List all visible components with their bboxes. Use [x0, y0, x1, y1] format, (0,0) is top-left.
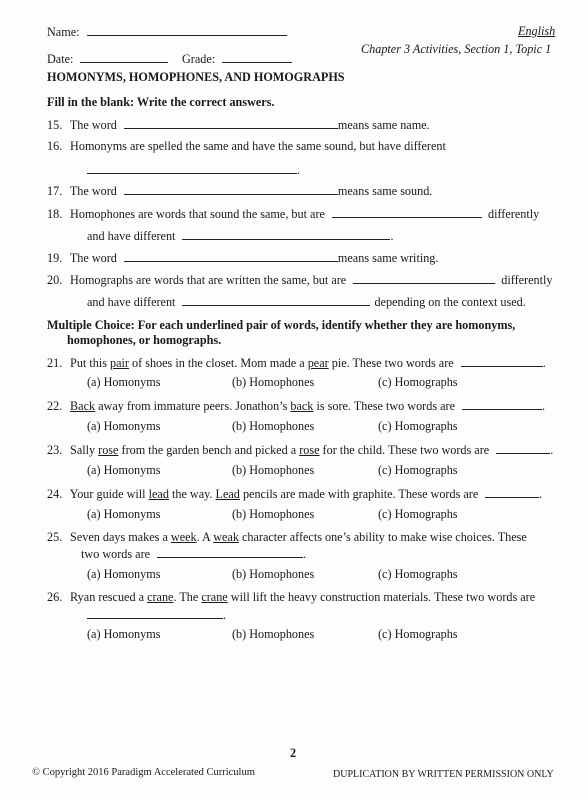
underlined-word: back	[290, 399, 314, 413]
copyright-text: © Copyright 2016 Paradigm Accelerated Curriculum	[32, 767, 255, 778]
grade-label: Grade:	[182, 52, 216, 66]
underlined-word: crane	[147, 590, 174, 604]
q23-option-a[interactable]: (a) Homonyms	[87, 463, 161, 477]
q23-blank[interactable]	[496, 442, 550, 454]
q19-blank[interactable]	[124, 250, 338, 262]
q26-blank[interactable]	[87, 607, 223, 619]
q21-option-c[interactable]: (c) Homographs	[378, 375, 458, 389]
date-blank[interactable]	[80, 51, 168, 63]
q25-option-a[interactable]: (a) Homonyms	[87, 567, 161, 581]
q20-line2: and have different depending on the context used.	[87, 295, 526, 309]
underlined-word: lead	[148, 487, 169, 501]
q26-option-a[interactable]: (a) Homonyms	[87, 627, 161, 641]
page-number: 2	[290, 746, 297, 760]
date-label: Date:	[47, 52, 74, 66]
underlined-word: pear	[307, 356, 329, 370]
q24-option-a[interactable]: (a) Homonyms	[87, 507, 161, 521]
question-20: 20. Homographs are words that are written the same, but are differently	[47, 273, 553, 287]
q16-blank[interactable]	[87, 162, 297, 174]
underlined-word: rose	[98, 443, 119, 457]
question-15: 15. The word means same name.	[47, 118, 430, 132]
q22-option-b[interactable]: (b) Homophones	[232, 419, 315, 433]
underlined-word: Lead	[215, 487, 240, 501]
q26-option-c[interactable]: (c) Homographs	[378, 627, 458, 641]
q24-option-c[interactable]: (c) Homographs	[378, 507, 458, 521]
q22-option-a[interactable]: (a) Homonyms	[87, 419, 161, 433]
question-24: 24. Your guide will lead the way. Lead pencils are made with graphite. These words are .	[47, 487, 543, 501]
q18-line2: and have different .	[87, 229, 394, 243]
q18-blank-1[interactable]	[332, 206, 482, 218]
name-blank[interactable]	[87, 24, 287, 36]
section2-heading-line1: Multiple Choice: For each underlined pair of words, identify whether they are homonyms,	[47, 318, 516, 332]
q21-blank[interactable]	[461, 355, 543, 367]
q21-option-b[interactable]: (b) Homophones	[232, 375, 315, 389]
question-21: 21. Put this pair of shoes in the closet. Mom made a pear pie. These two words are .	[47, 356, 546, 370]
question-18: 18. Homophones are words that sound the same, but are differently	[47, 207, 540, 221]
q22-option-c[interactable]: (c) Homographs	[378, 419, 458, 433]
q17-blank[interactable]	[124, 183, 338, 195]
underlined-word: weak	[213, 530, 239, 544]
duplication-notice: DUPLICATION BY WRITTEN PERMISSION ONLY	[333, 769, 554, 780]
q25-option-c[interactable]: (c) Homographs	[378, 567, 458, 581]
underlined-word: pair	[110, 356, 129, 370]
q25-option-b[interactable]: (b) Homophones	[232, 567, 315, 581]
question-26: 26. Ryan rescued a crane. The crane will lift the heavy construction materials. These two words are	[47, 590, 536, 604]
grade-field[interactable]	[182, 51, 292, 66]
section2-heading-line2: homophones, or homographs.	[67, 333, 222, 347]
q20-blank-1[interactable]	[353, 272, 495, 284]
q22-blank[interactable]	[462, 398, 542, 410]
q24-option-b[interactable]: (b) Homophones	[232, 507, 315, 521]
question-19: 19. The word means same writing.	[47, 251, 439, 265]
underlined-word: crane	[201, 590, 228, 604]
name-label: Name:	[47, 25, 80, 39]
q21-option-a[interactable]: (a) Homonyms	[87, 375, 161, 389]
section1-heading: Fill in the blank: Write the correct answers.	[47, 95, 275, 109]
q20-blank-2[interactable]	[182, 294, 370, 306]
question-16: 16. Homonyms are spelled the same and have the same sound, but have different	[47, 139, 446, 153]
q24-blank[interactable]	[485, 486, 539, 498]
question-23: 23. Sally rose from the garden bench and picked a rose for the child. These two words are .	[47, 443, 554, 457]
question-17: 17. The word means same sound.	[47, 184, 433, 198]
q23-option-b[interactable]: (b) Homophones	[232, 463, 315, 477]
question-22: 22. Back away from immature peers. Jonathon’s back is sore. These two words are .	[47, 399, 546, 413]
grade-blank[interactable]	[222, 51, 292, 63]
name-field[interactable]	[47, 24, 287, 39]
q26-answer-line: .	[87, 607, 226, 622]
q18-blank-2[interactable]	[182, 228, 390, 240]
underlined-word: Back	[70, 399, 96, 413]
q16-answer-line: .	[87, 162, 300, 177]
subject-label: English	[518, 24, 556, 38]
q25-blank[interactable]	[157, 546, 303, 558]
underlined-word: rose	[299, 443, 320, 457]
q26-option-b[interactable]: (b) Homophones	[232, 627, 315, 641]
q15-blank[interactable]	[124, 117, 338, 129]
chapter-label: Chapter 3 Activities, Section 1, Topic 1	[361, 42, 552, 56]
underlined-word: week	[170, 530, 197, 544]
q23-option-c[interactable]: (c) Homographs	[378, 463, 458, 477]
question-25: 25. Seven days makes a week. A weak character affects one’s ability to make wise choices. These	[47, 530, 527, 544]
date-field[interactable]	[47, 51, 168, 66]
page-title: HOMONYMS, HOMOPHONES, AND HOMOGRAPHS	[47, 70, 345, 84]
q25-line2: two words are .	[81, 547, 307, 561]
